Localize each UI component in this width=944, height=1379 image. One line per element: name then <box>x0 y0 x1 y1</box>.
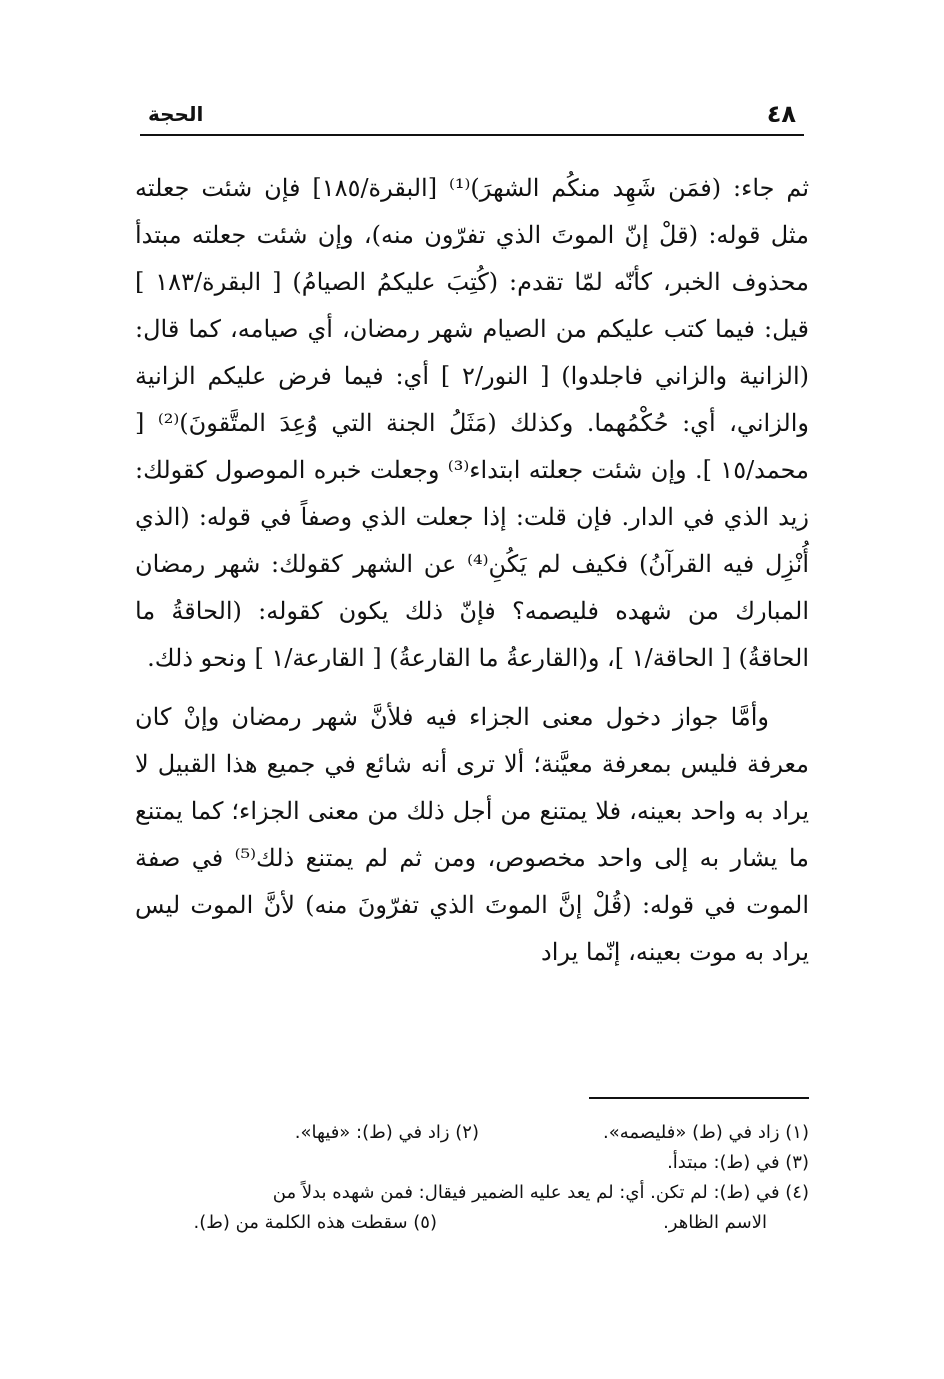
page-header <box>140 96 804 132</box>
paragraph: ثم جاء: (فمَن شَهِد منكُم الشهرَ)⁽¹⁾ [البقرة/١٨٥] فإن شئت جعلته مثل قوله: (قلْ إنّ الموتَ الذي تفرّون منه)، وإن شئت جعلته مبتدأ محذوف الخبر، كأنّه لمّا تقدم: (كُتِبَ عليكمُ الصيامُ) [ البقرة/١٨٣ ] قيل: فيما كتب عليكم من الصيام شهر رمضان، أي صيامه، كما قال: (الزانية والزاني فاجلدوا) [ النور/٢ ] أي: فيما فرض عليكم الزانية والزاني، أي: حُكْمُهما. وكذلك (مَثَلُ الجنة التي وُعِدَ المتَّقونَ)⁽²⁾ [ محمد/١٥ ]. وإن شئت جعلته ابتداء⁽³⁾ وجعلت خبره الموصول كقولك: زيد الذي في الدار. فإن قلت: إذا جعلت الذي وصفاً في قوله: (الذي أُنْزِل فيه القرآنُ) فكيف لم يَكُنِ⁽⁴⁾ عن الشهر كقولك: شهر رمضان المبارك من شهده فليصمه؟ فإنّ ذلك يكون كقوله: (الحاقةُ ما الحاقةُ) [ الحاقة/١ ]، و(القارعةُ ما القارعةُ) [ القارعة/١ ] ونحو ذلك. <box>135 174 810 672</box>
header-rule <box>140 134 804 136</box>
footnote: (٤) في (ط): لم تكن. أي: لم يعد عليه الضمير فيقال: فمن شهده بدلاً من <box>272 1182 809 1203</box>
main-text <box>135 165 809 976</box>
footnotes <box>135 1118 809 1238</box>
footnote: (٢) زاد في (ط): «فيها». <box>294 1122 479 1143</box>
paragraph: وأمَّا جواز دخول معنى الجزاء فيه فلأنَّ شهر رمضان وإنْ كان معرفة فليس بمعرفة معيَّنة؛ ألا ترى أنه شائع في جميع هذا القبيل لا يراد به واحد بعينه، فلا يمتنع من أجل ذلك من معنى الجزاء؛ كما يمتنع ما يشار به إلى واحد مخصوص، ومن ثم لم يمتنع ذلك⁽⁵⁾ في صفة الموت في قوله: (قُلْ إنَّ الموتَ الذي تفرّونَ منه) لأنَّ الموت ليس يراد به موت بعينه، إنّما يراد <box>135 703 810 966</box>
running-title: الحجة <box>148 102 204 126</box>
footnote: (٣) في (ط): مبتدأ. <box>667 1152 809 1173</box>
footnote-separator <box>589 1097 809 1099</box>
footnote-row <box>135 1208 809 1238</box>
footnote: (٥) سقطت هذه الكلمة من (ط). <box>193 1212 437 1233</box>
footnote-continuation: الاسم الظاهر. <box>663 1212 767 1233</box>
footnote: (١) زاد في (ط) «فليصمه». <box>602 1122 809 1143</box>
page-number: ٤٨ <box>766 100 796 128</box>
footnote-row <box>135 1118 809 1148</box>
